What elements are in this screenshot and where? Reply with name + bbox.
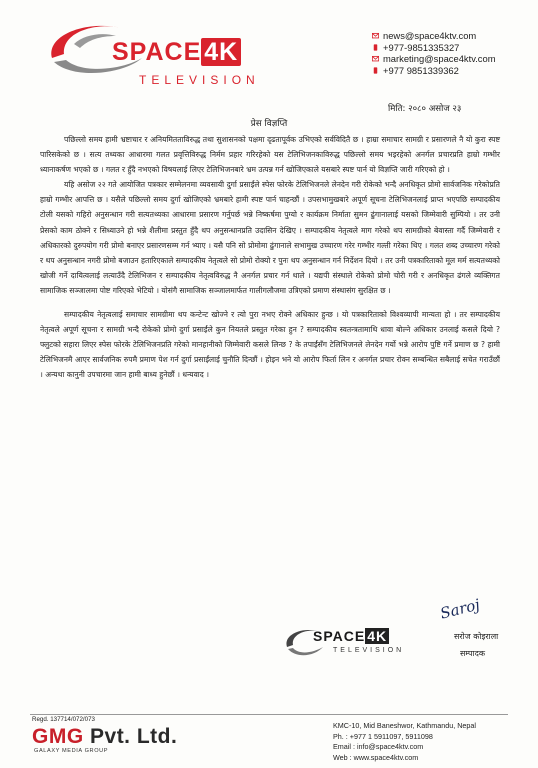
letter-body	[40, 132, 500, 383]
contact-row	[372, 53, 496, 65]
contact-text: news@space4ktv.com	[383, 30, 477, 41]
company-group: GALAXY MEDIA GROUP	[34, 748, 109, 754]
paragraph: पछिल्लो समय हामी भ्रष्टाचार र अनियमितताविरुद्ध तथा सुशासनको पक्षमा दृढतापूर्वक उभिएको सर्वविदितै छ । हाम्रा समाचार सामग्री र प्रसारणले नै यो कुरा स्पष्ट पारिसकेको छ । सत्य तथ्यका आधारमा गलत प्रवृत्तिविरुद्ध निर्मम प्रहार गरिरहेको यस टेलिभिजनकाविरुद्ध पछिल्लो समय भइरहेको अनर्गल प्रचारप्रति हाम्रो गम्भीर ध्यानाकर्षण भएको छ । गलत र हुँदै नभएको विषयलाई लिएर टेलिभिजनबारे भ्रम उत्पन्न गर्न खोजिएकाले यसबारे स्पष्ट पार्न यो विज्ञप्ति जारी गरिएको हो ।	[40, 135, 500, 175]
contact-row	[372, 65, 496, 77]
signatory-name: सरोज कोइराला	[454, 632, 499, 641]
handwritten-signature: Saroj	[438, 595, 482, 623]
signature-logo-brand: SPACE 4K	[313, 628, 388, 644]
brand-name: SPACE 4K	[112, 38, 241, 67]
header-contacts	[372, 30, 496, 76]
signatory-role: सम्पादक	[460, 649, 485, 658]
contact-row	[372, 42, 496, 54]
contact-text: +977 9851339362	[383, 64, 459, 76]
address-line: Ph. : +977 1 5911097, 5911098	[333, 731, 433, 741]
brand-tagline: TELEVISION	[139, 73, 260, 87]
address-line: Web : www.space4ktv.com	[333, 752, 419, 762]
press-release-title: प्रेस विज्ञप्ति	[250, 119, 288, 129]
footer-address	[333, 721, 476, 763]
paragraph: यहि असोज २२ गते आयोजित पत्रकार सम्मेलनमा व्यवसायी दुर्गा प्रसाईंले स्पेस फोरके टेलिभिजनले लेनदेन गरी रोकेको भन्दै अनधिकृत प्रोमो सार्वजनिक गरेकोप्रति हाम्रो गम्भीर आपत्ति छ । यसैले पछिल्लो समय दुर्गा खोजिएको भ्रमबारे हामी स्पष्ट पार्न चाहन्छौं । उपसभामुखबारे अपूर्ण सूचना टेलिभिजनलाई प्राप्त भएपछि सम्पादकीय टोली यसको गहिरो अनुसन्धान गरी सत्यतथ्यका आधारमा प्रसारण गर्नुपर्छ भन्ने निष्कर्षमा पुग्यो र कार्यक्रम निर्माता सुमन ढुंगानालाई यसको जिम्मेवारी सुम्पियो । तर उनी प्रेसको काम ठोक्ने र सिध्याउने हो भन्ने शैलीमा प्रस्तुत हुँदै थप अनुसन्धानप्रति उदासिन देखिए । सम्पादकीय नेतृत्वले माग गरेको थप सामग्रीको बेवास्ता गर्दै जिम्मेवारी र अधिकारको दुरुपयोग गरी प्रोमो बनाएर प्रसारणसम्म गर्न भ्याए । यसै पनि सो प्रोमोमा ढुंगानाले सभामुख उच्चारण गरेर गम्भीर गल्ती गरेका थिए । गलत शब्द उच्चारण गरेको र थप अनुसन्धान नगरी प्रोमो बजाउन हतारिएकाले सम्पादकीय नेतृत्वले सो प्रोमो रोक्यो र पुनः थप अनुसन्धान गर्न निर्देशन दियो । तर उनी पत्रकारिताको मूल मर्म सत्यतथ्यको खोजी गर्ने दायित्वलाई लत्याउँदै टेलिभिजन र सम्पादकीय नेतृत्वविरुद्ध नै अनर्गल प्रचार गर्न थाले । यद्यपी संस्थाले रोकेको प्रोमो चोरी गरी र अनधिकृत ढंगले व्यक्तिगत सामाजिक सञ्जालमा पोष्ट गरिएको भेटियो । योसंगै सामाजिक सञ्जालमार्फत गालीगलौजमा उत्रिएको प्रमाण संस्थासंग सुरक्षित छ ।	[40, 180, 500, 295]
contact-row	[372, 30, 496, 42]
phone-icon	[372, 67, 379, 74]
mail-icon	[372, 55, 379, 62]
footer-divider	[30, 714, 508, 715]
space4k-logo	[44, 14, 294, 87]
address-line: Email : info@space4ktv.com	[333, 742, 424, 752]
contact-text: +977-9851335327	[383, 41, 460, 53]
signature-logo-tagline: TELEVISION	[333, 647, 405, 654]
signature-logo	[283, 623, 433, 663]
paragraph: सम्पादकीय नेतृत्वलाई समाचार सामग्रीमा थप कन्टेन्ट खोज्ने र त्यो पुरा नभए रोक्ने अधिकार हुन्छ । यो पत्रकारिताको विश्वव्यापी मान्यता हो । तर सम्पादकीय नेतृत्वले अपूर्ण सूचना र सामग्री भन्दै रोकेको प्रोमो दुर्गा प्रसाईंले कुन नियतले प्रस्तुत गरेका हुन ? सम्पादकीय स्वतन्त्रतामाथि धावा बोल्ने अधिकार उनलाई कसले दियो ? फ्लुटको सहारा लिएर स्पेस फोरके टेलिभिजनप्रति गरेको मानहानीको जिम्मेवारी कसले लिन्छ ? के तपाईंसँग टेलिभिजनले लेनदेन गर्यो भन्ने आरोप पुष्टि गर्ने प्रमाण छ ? हामी टेलिभिजनमै आएर सार्वजनिक रुपमै प्रमाण पेश गर्न दुर्गा प्रसाईंलाई चुनौति दिन्छौं । होइन भने यो आरोप फिर्ता लिन र अनर्गल प्रचार रोक्न सम्बन्धित सबैलाई सचेत गराउँछौं । अन्यथा कानुनी उपचारमा जान हामी बाध्य हुनेछौं । धन्यवाद ।	[40, 310, 500, 380]
contact-text: marketing@space4ktv.com	[383, 53, 496, 65]
phone-icon	[372, 44, 379, 51]
address-line: KMC-10, Mid Baneshwor, Kathmandu, Nepal	[333, 721, 477, 730]
mail-icon	[372, 32, 379, 39]
registration-number: Regd. 137714/072/073	[32, 716, 95, 723]
company-logo: GMG Pvt. Ltd.	[32, 725, 178, 748]
letter-date: मिति: २०८० असोज २३	[388, 104, 462, 114]
